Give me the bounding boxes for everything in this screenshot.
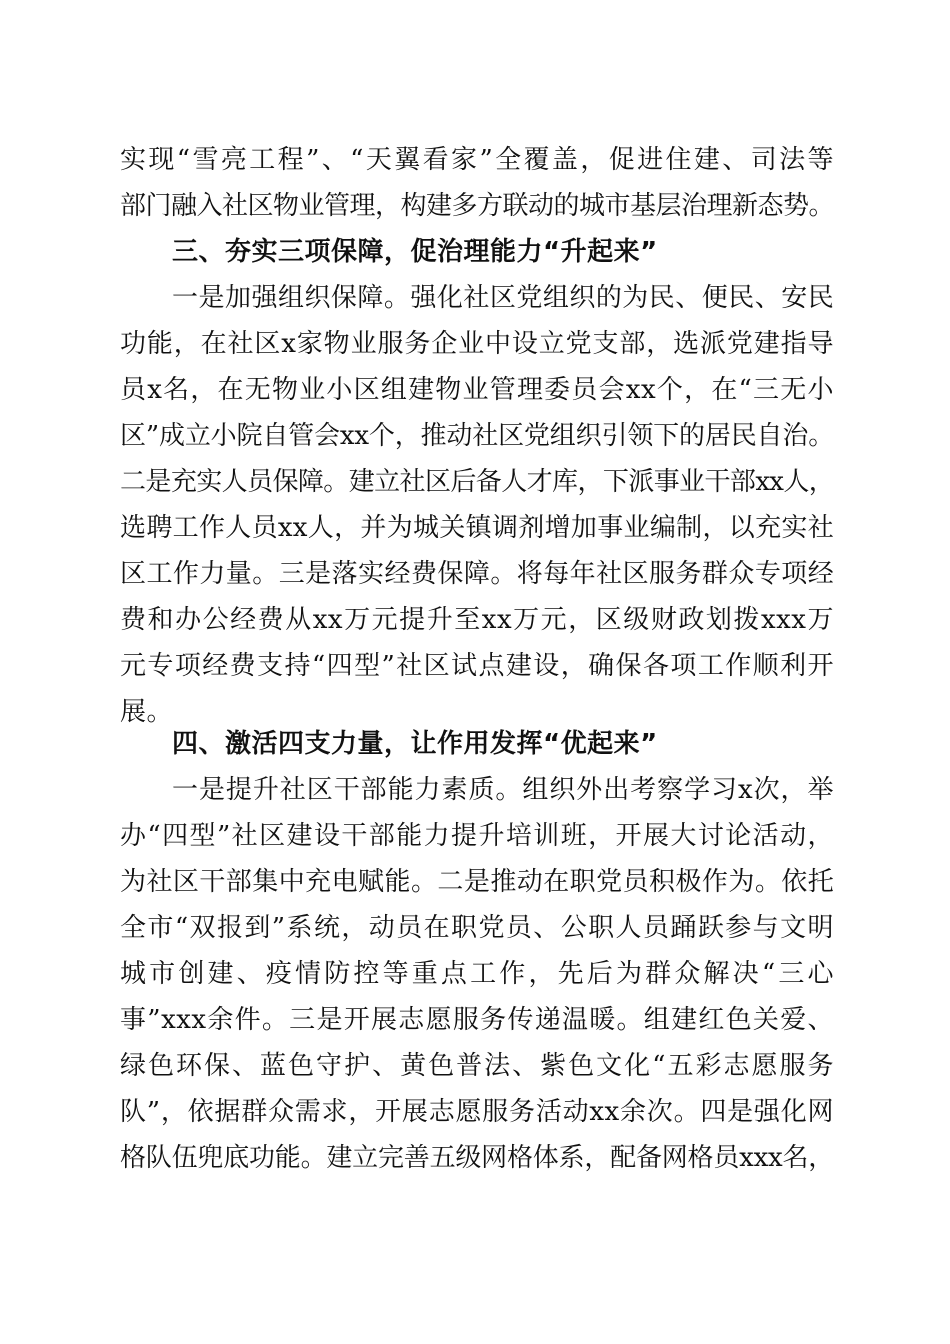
text-line: 城市创建、疫情防控等重点工作，先后为群众解决“三心 <box>120 959 834 989</box>
text-line: 区工作力量。三是落实经费保障。将每年社区服务群众专项经 <box>120 559 834 589</box>
text-line: 一是加强组织保障。强化社区党组织的为民、便民、安民 <box>172 283 834 313</box>
text-line: 格队伍兜底功能。建立完善五级网格体系，配备网格员xxx名， <box>120 1143 834 1173</box>
text-line: 为社区干部集中充电赋能。二是推动在职党员积极作为。依托 <box>120 867 834 897</box>
heading-text: 三、夯实三项保障，促治理能力“升起来” <box>172 237 658 267</box>
paragraph-forces <box>120 767 834 1181</box>
text-line: 员x名，在无物业小区组建物业管理委员会xx个，在“三无小 <box>120 375 834 405</box>
text-line: 部门融入社区物业管理，构建多方联动的城市基层治理新态势。 <box>120 191 835 221</box>
paragraph-guarantees <box>120 275 834 735</box>
text-line: 全市“双报到”系统，动员在职党员、公职人员踊跃参与文明 <box>120 913 834 943</box>
section-heading-4 <box>120 721 834 767</box>
text-line: 队”，依据群众需求，开展志愿服务活动xx余次。四是强化网 <box>120 1097 834 1127</box>
section-heading-3 <box>120 229 834 275</box>
text-line: 二是充实人员保障。建立社区后备人才库，下派事业干部xx人， <box>120 467 834 497</box>
text-line: 展。 <box>120 697 174 727</box>
text-line: 费和办公经费从xx万元提升至xx万元，区级财政划拨xxx万 <box>120 605 834 635</box>
text-line: 区”成立小院自管会xx个，推动社区党组织引领下的居民自治。 <box>120 421 834 451</box>
text-line: 事”xxx余件。三是开展志愿服务传递温暖。组建红色关爱、 <box>120 1005 834 1035</box>
paragraph-continuation <box>120 137 834 229</box>
text-line: 办“四型”社区建设干部能力提升培训班，开展大讨论活动， <box>120 821 834 851</box>
text-line: 选聘工作人员xx人，并为城关镇调剂增加事业编制，以充实社 <box>120 513 834 543</box>
heading-text: 四、激活四支力量，让作用发挥“优起来” <box>172 729 658 759</box>
text-line: 功能，在社区x家物业服务企业中设立党支部，选派党建指导 <box>120 329 834 359</box>
text-line: 绿色环保、蓝色守护、黄色普法、紫色文化“五彩志愿服务 <box>120 1051 834 1081</box>
text-line: 实现“雪亮工程”、“天翼看家”全覆盖，促进住建、司法等 <box>120 145 834 175</box>
text-line: 一是提升社区干部能力素质。组织外出考察学习x次，举 <box>172 775 834 805</box>
text-line: 元专项经费支持“四型”社区试点建设，确保各项工作顺利开 <box>120 651 834 681</box>
